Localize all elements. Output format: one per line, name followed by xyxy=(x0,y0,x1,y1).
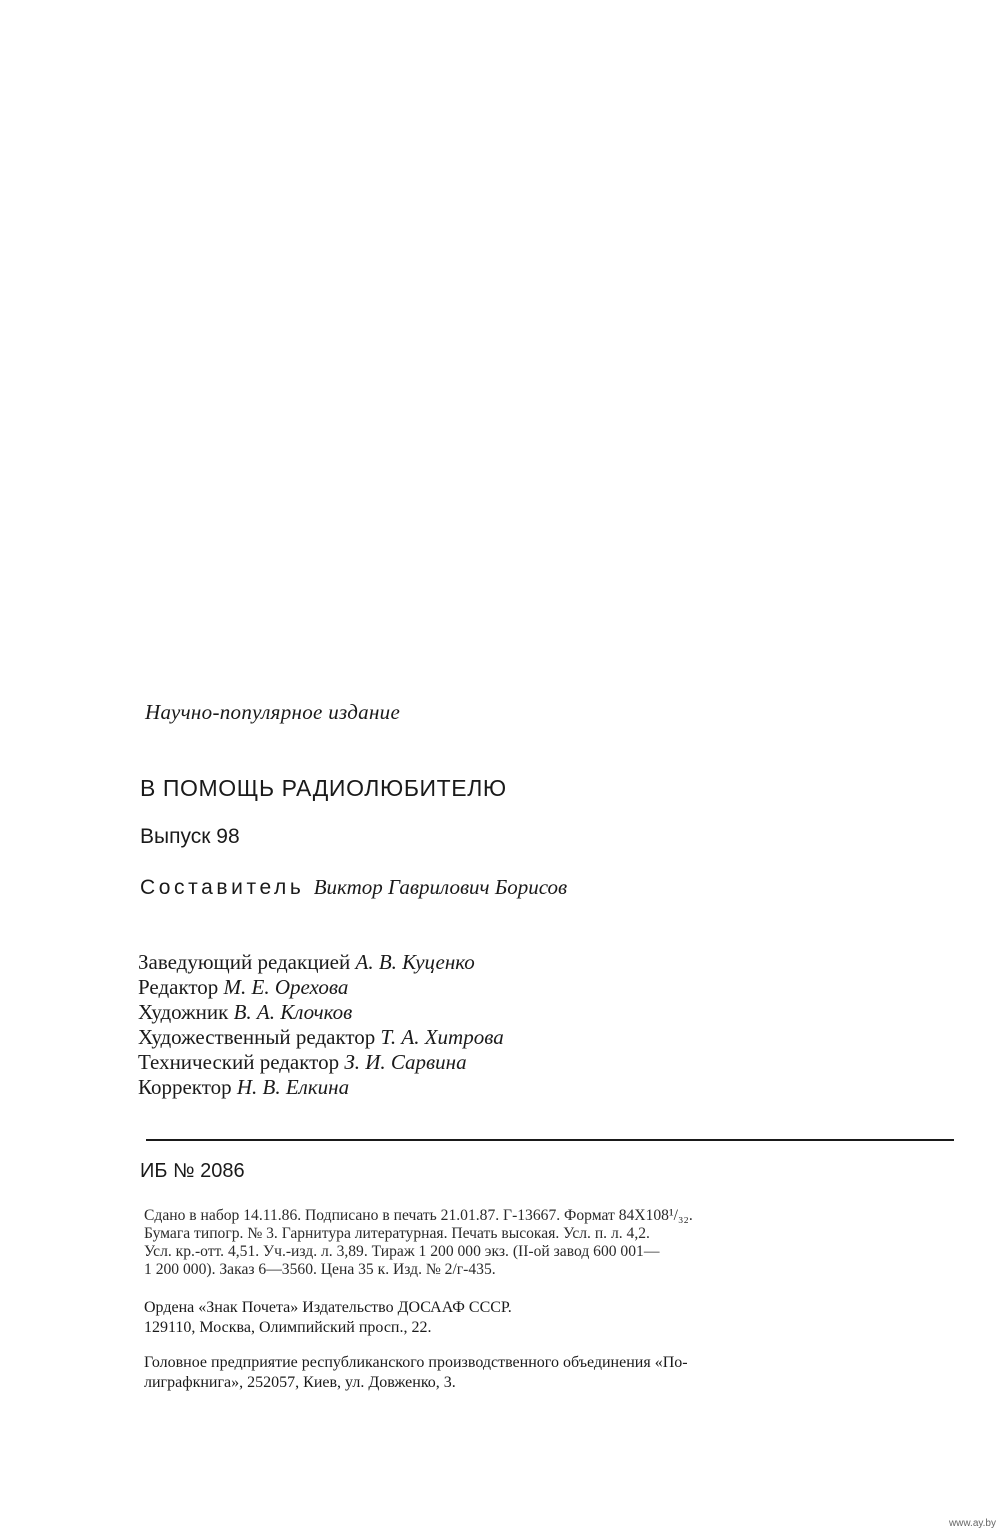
publisher-line: Ордена «Знак Почета» Издательство ДОСААФ СССР. xyxy=(144,1299,512,1316)
compiler-name: Виктор Гаврилович Борисов xyxy=(313,875,568,899)
print-specs-line: 1 200 000). Заказ 6—3560. Цена 35 к. Изд. № 2/г-435. xyxy=(144,1261,496,1278)
staff-list xyxy=(138,950,504,1100)
staff-row xyxy=(138,1050,504,1075)
printer-line: лиграфкнига», 252057, Киев, ул. Довженко, 3. xyxy=(144,1374,456,1391)
publisher-info xyxy=(144,1298,512,1338)
watermark-text: www.ay.by xyxy=(948,1518,996,1529)
staff-role: Заведующий редакцией xyxy=(138,950,351,974)
staff-person: Т. А. Хитрова xyxy=(380,1025,504,1049)
staff-person: Н. В. Елкина xyxy=(236,1075,350,1099)
print-specs-line: Сдано в набор 14.11.86. Подписано в печать 21.01.87. Г-13667. Формат 84Х108¹/₃₂. xyxy=(144,1207,693,1224)
staff-person: В. А. Клочков xyxy=(233,1000,353,1024)
staff-role: Корректор xyxy=(138,1075,232,1099)
print-specs-line: Усл. кр.-отт. 4,51. Уч.-изд. л. 3,89. Тираж 1 200 000 экз. (II-ой завод 600 001— xyxy=(144,1243,660,1260)
staff-role: Технический редактор xyxy=(138,1050,340,1074)
staff-role: Художественный редактор xyxy=(138,1025,376,1049)
print-specs xyxy=(144,1207,693,1279)
issue-number: Выпуск 98 xyxy=(140,825,240,848)
staff-row xyxy=(138,975,504,1000)
staff-row xyxy=(138,950,504,975)
series-title: В ПОМОЩЬ РАДИОЛЮБИТЕЛЮ xyxy=(140,775,507,801)
staff-row xyxy=(138,1000,504,1025)
compiler-label: Составитель xyxy=(140,876,305,899)
printer-info xyxy=(144,1353,688,1393)
print-specs-line: Бумага типогр. № 3. Гарнитура литературная. Печать высокая. Усл. п. л. 4,2. xyxy=(144,1225,650,1242)
publisher-line: 129110, Москва, Олимпийский просп., 22. xyxy=(144,1319,432,1336)
staff-role: Художник xyxy=(138,1000,229,1024)
compiler-line xyxy=(140,875,567,900)
staff-role: Редактор xyxy=(138,975,219,999)
printer-line: Головное предприятие республиканского производственного объединения «По- xyxy=(144,1354,688,1371)
ib-number: ИБ № 2086 xyxy=(140,1160,245,1182)
genre-label: Научно-популярное издание xyxy=(145,700,401,724)
staff-person: М. Е. Орехова xyxy=(223,975,349,999)
staff-row xyxy=(138,1025,504,1050)
staff-person: А. В. Куценко xyxy=(355,950,475,974)
staff-row xyxy=(138,1075,504,1100)
horizontal-rule xyxy=(146,1139,954,1141)
staff-person: З. И. Сарвина xyxy=(344,1050,467,1074)
